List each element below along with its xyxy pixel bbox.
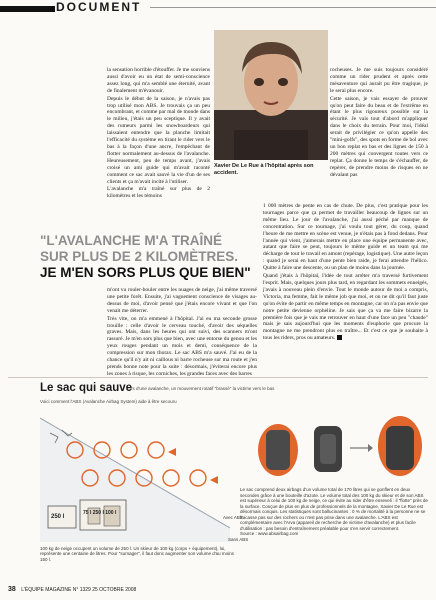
header-accent-bar bbox=[0, 6, 55, 12]
section-divider bbox=[8, 377, 428, 378]
pull-quote bbox=[40, 233, 265, 281]
description-text: Le sac comprend deux airbags d'un volume total de 170 litres qui se gonflent en deux secondes grâce à une bouteille d'azote. Le volume total des 100 kg du skieur et de son ABS est supérieur à celui de 100 kg de neige, ce qui évite au rider d'être enseveli : il "flotte" près de la surface. Conçue de plus en plus de professionnels de la montagne, Xavier De Le Rue est désormais conquis. Les statistiques sont ballucinantes : 0 % de mortalité à la personne ne se fracasse pas sur des rochers ou n'est pas prise dans une avalanche. L'ABS est complémentaire avec l'Arva (appareil de recherche de victime d'avalanche) et plus facile d'utilisation : pas besoin d'entraînement préalable pour s'en servir correctement. bbox=[240, 487, 428, 531]
section-header bbox=[0, 0, 436, 30]
left-column-top bbox=[107, 67, 210, 201]
paragraph: L'avalanche m'a traîné sur plus de 2 kilomètres et les témoins bbox=[107, 186, 210, 200]
portrait-photo bbox=[214, 30, 328, 160]
paragraph: Cette saison, je vais essayer de prouver qu'on peut faire du beau et de l'extrême en étant le plus rigoureux possible sur la sécurité. Je vais tout d'abord m'appliquer dans le choix du terrain. Pour moi, l'idéal serait de privilégier ce qu'on appelle des "mini-golfs", des spots en forme de bol avec un bon replat en bas et des lignes de 150 à 200 mètres qui convergent toutes vers ce replat. Ça donne le temps de s'échauffer, de repérer, de prendre moins de risques en ne dévalant pas bbox=[330, 95, 428, 178]
infographic-title: Le sac qui sauve bbox=[40, 382, 133, 394]
label-with-abs: Avec ABS bbox=[223, 515, 243, 520]
label-without-abs: Sans ABS bbox=[228, 537, 249, 542]
page-number: 38 bbox=[8, 586, 16, 593]
source-credit: Source : www.absairbag.com bbox=[240, 531, 299, 536]
magazine-issue: L'ÉQUIPE MAGAZINE N° 1329 25 OCTOBRE 2008 bbox=[21, 587, 137, 593]
page-footer bbox=[8, 586, 136, 593]
paragraph: 1 000 mètres de pente en cas de chute. De plus, c'est pratique pour les tournages parce que ça permet de travailler beaucoup de lignes sur un même lieu. Le jour de l'avalanche, j'ai aussi péché par manque de concentration. Sur ce tournage, j'ai voulu tout gérer, du coup, quand l'heure de me mettre en scène est venue, je n'étais pas à fond dedans. Pour l'année qui vient, j'aimerais mettre en place une équipe permanente avec, autant que faire se peut, toujours le même guide et un team qui me décharge de tout le travail en amont (repérage, logistique). Une autre leçon : quand je serai en haut d'une pente bien raide, je ferai attendre l'hélico. Quitte à faire une descente, ou un plan de moins dans la journée. bbox=[263, 203, 428, 272]
quote-line-3: JE M'EN SORS PLUS QUE BIEN" bbox=[40, 265, 251, 280]
paragraph: m'ont vu rouler-bouler entre les nuages de neige, j'ai même traversé une petite forêt. Ensuite, j'ai vaguement conscience de visages au-dessus de moi, d'avoir pensé que j'étais encore vivant et que l'on venait me déterrer. bbox=[107, 287, 257, 314]
photo-caption: Xavier De Le Rue à l'hôpital après son accident. bbox=[214, 163, 314, 176]
volume-label-group: 75 l 250 l 100 l bbox=[83, 510, 117, 516]
quote-line-1: "L'AVALANCHE M'A TRAÎNÉ bbox=[40, 233, 223, 248]
paragraph: rocheuses. Je me suis toujours considéré comme un rider prudent et après cette mésaventure qui aurait pu être tragique, je le serai plus encore. bbox=[330, 67, 428, 94]
right-column-top bbox=[330, 67, 428, 180]
paragraph-text: Quand j'étais à l'hôpital, l'idée de tout arrêter m'a traversé furtivement l'esprit. Mais, quelques jours plus tard, en regardant les sommets enneigés, j'avais à nouveau plein d'envie. Tout le monde autour de moi a compris, Victoria, ma femme, fait le même job que moi, et on ne dit qu'il faut juste qu'on évite de partir en même temps en montagne, car on n'a pas envie que notre petite devienne orpheline. Je sais que ça va me faire bizarre la première fois que je vais me retrouver en haut d'une face un peu "chaude" mais je sais aujourd'hui que les moments d'euphorie que procure la montagne ne me prendront plus en traître... Et c'est ce que je souhaite à tous les riders, pros ou amateurs. bbox=[263, 273, 428, 342]
header-rule bbox=[150, 7, 436, 8]
infographic-intro: Lors d'une avalanche, un mouvement rotatif "brassé" la victime vers le bas bbox=[126, 386, 275, 391]
volume-note: 100 kg de neige occupent un volume de 250 l. Un skieur de 100 kg (corps + équipement), lui, représente une centaine de litres. Pour "surnager", il faut donc augmenter son volume d'au moins 150 l. bbox=[40, 546, 234, 562]
section-title: DOCUMENT bbox=[56, 0, 142, 14]
right-column-wide bbox=[263, 203, 428, 343]
avalanche-diagram bbox=[40, 408, 230, 542]
pull-quote-block bbox=[40, 233, 265, 281]
abs-description bbox=[240, 487, 430, 537]
paragraph bbox=[263, 273, 428, 342]
paragraph: Très vite, on m'a emmené à l'hôpital. J'ai eu ma seconde grosse trouille : celle d'avoir le cerveau touché, d'avoir des séquelles graves. Mais, dans les heures qui ont suivi, des scanners m'ont rassuré. Je m'en sors plus que bien, avec une entorse du genou et les yeux rouges pendant un mois et demi, conséquence de la compression sur mon thorax. Le sac ABS m'a sauvé. J'ai eu de la chance qu'il n'y ait ni caillous ni barre rocheuse sur ma route et j'en prends bonne note pour la suite : désormais, j'éviterai encore plus les zones à risque, les corniches, les grandes faces avec des barres bbox=[107, 315, 257, 377]
infographic-subtitle: Voici comment l'ABS (Avalanche Airbag System) aide à être secouru bbox=[40, 399, 177, 404]
paragraph: la sensation horrible d'étouffer. Je me souviens aussi d'avoir eu un état de semi-conscience assez long, qui m'a semblé une éternité, avant de finalement m'évanouir. bbox=[107, 67, 210, 94]
abs-backpack-illustration bbox=[250, 410, 430, 484]
portrait-illustration bbox=[214, 30, 328, 160]
left-column-bottom bbox=[107, 287, 257, 379]
volume-label-250: 250 l bbox=[51, 514, 65, 520]
quote-line-2: SUR PLUS DE 2 KILOMÈTRES. bbox=[40, 249, 239, 264]
end-mark bbox=[337, 335, 342, 340]
paragraph: Depuis le début de la saison, je n'avais pas trop utilisé mon ABS. Je trouvais ça un peu encombrant, et comme par mal de monde dans le milieu, j'étais un peu sceptique. Il y avait des rumeurs parmi les snowboardeurs qui laissaient entendre que la planche limitait l'efficacité du système en tirant le rider vers le bas à la façon d'une ancre, l'empêchant de flotter normalement au-dessus de l'avalanche. Heureusement, peu de temps avant, j'avais croisé un ami guide qui m'avait raconté comment ce sac avait sauvé la vie d'un de ses clients et ça m'avait incité à l'utiliser. bbox=[107, 95, 210, 185]
